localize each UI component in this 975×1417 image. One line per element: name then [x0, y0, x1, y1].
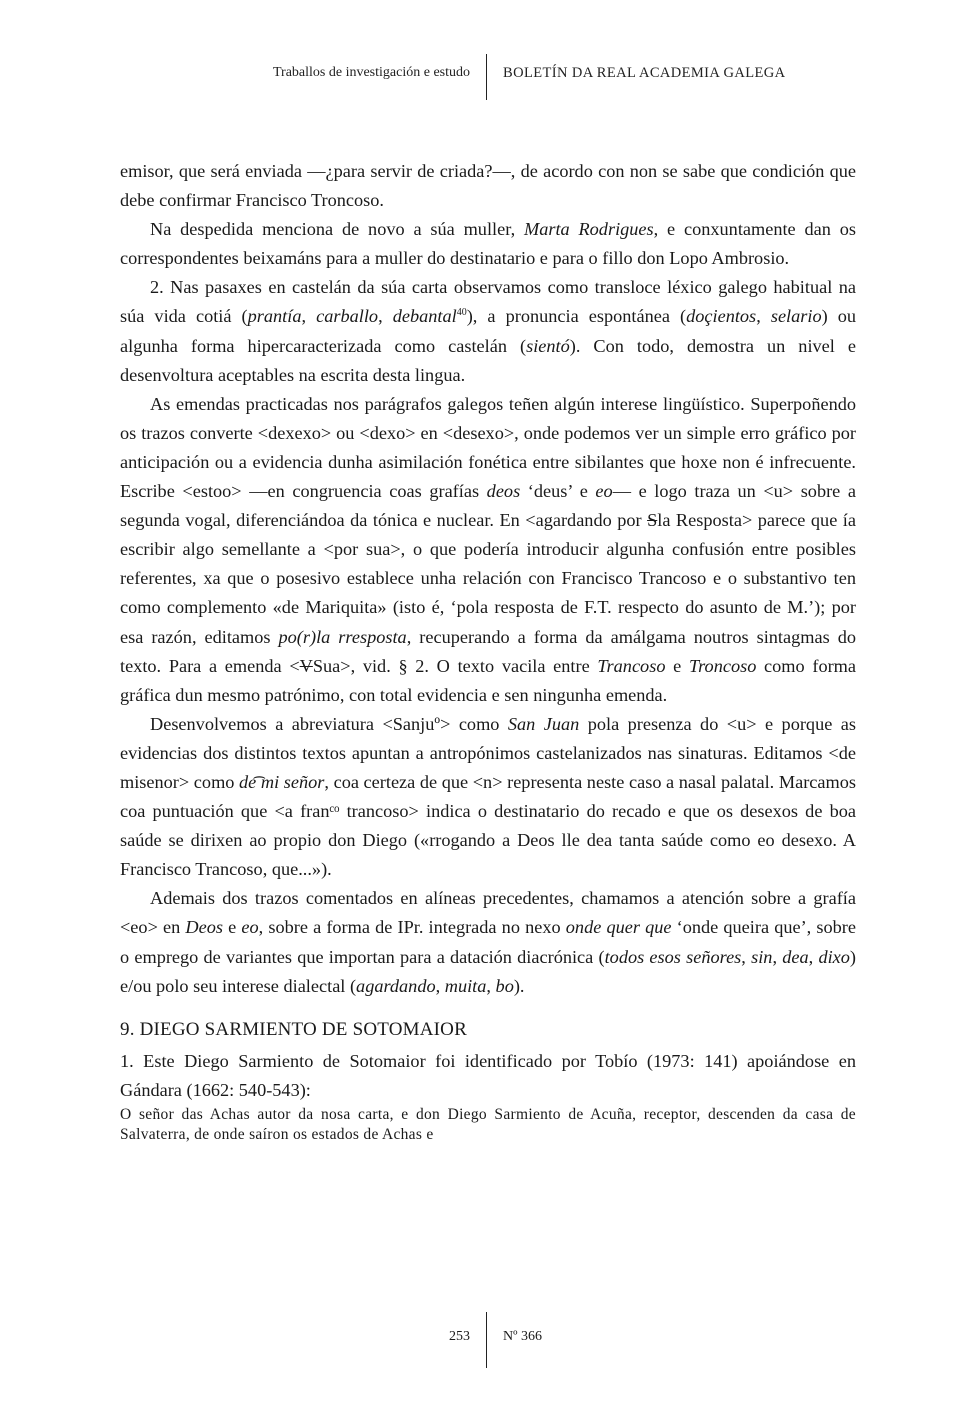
page-number: 253 — [449, 1329, 470, 1344]
paragraph-6: Ademais dos trazos comentados en alíneas precedentes, chamamos a atención sobre a grafía <eo> en Deos e eo, sobre a forma de IPr. integrada no nexo onde quer que ‘onde queira que’, sobre o emprego de variantes que importan para a datación diacrónica (todos esos señores, sin, dea, dixo) e/ou polo seu interese dialectal (agardando, muita, bo). — [120, 888, 857, 996]
issue-number: Nº 366 — [503, 1329, 542, 1344]
struck-letter: V — [299, 655, 313, 676]
section-heading: 9. DIEGO SARMIENTO DE SOTOMAIOR — [120, 1018, 467, 1040]
footnote-ref[interactable]: 40 — [456, 307, 467, 319]
block-quote: O señor das Achas autor da nosa carta, e don Diego Sarmiento de Acuña, receptor, descenden da casa de Salvaterra, de onde saíron os estados de Achas e — [120, 1105, 856, 1143]
paragraph-5: Desenvolvemos a abreviatura <Sanjuº> como San Juan pola presenza do <u> e porque as evidencias dos distintos textos apuntan a antropónimos castelanizados nas sinaturas. Editamos <de misenor> como de͡ mi señor, coa certeza de que <n> representa neste caso a nasal palatal. Marcamos coa puntuación que <a franᶜᵒ trancoso> indica o destinatario do recado e que os desexos de boa saúde se dirixen ao propio don Diego («rrogando a Deos lle dea tanta saúde como eo desexo. A Francisco Trancoso, que...»). — [120, 713, 856, 880]
paragraph-2: Na despedida menciona de novo a súa muller, Marta Rodrigues, e conxuntamente dan os correspondentes beixamáns para a muller do destinatario e para o fillo don Lopo Ambrosio. — [120, 219, 856, 269]
section-paragraph-1: 1. Este Diego Sarmiento de Sotomaior foi identificado por Tobío (1973: 141) apoiándose en Gándara (1662: 540-543): — [120, 1050, 856, 1100]
header-journal-title: BOLETÍN DA REAL ACADEMIA GALEGA — [503, 65, 786, 81]
running-header — [0, 50, 975, 100]
paragraph-1: emisor, que será enviada —¿para servir de criada?—, de acordo con non se sabe que condición que debe confirmar Francisco Troncoso. — [120, 161, 856, 211]
footer-divider — [486, 1312, 487, 1368]
paragraph-3: 2. Nas pasaxes en castelán da súa carta observamos como transloce léxico galego habitual na súa vida cotiá (prantía, carballo, debantal$^{40}$), a pronuncia espontánea (doçientos, selario) ou algunha forma hipercaracterizada como castelán (sientó). Con todo, demostra un nivel e desenvoltura aceptables na escrita desta lingua. — [120, 277, 857, 385]
page-footer — [0, 1312, 975, 1368]
header-divider — [486, 54, 487, 100]
struck-letter: S — [647, 510, 658, 531]
header-section-title: Traballos de investigación e estudo — [272, 65, 470, 80]
paragraph-4: As emendas practicadas nos parágrafos galegos teñen algún interese lingüístico. Superpoñendo os trazos converte <dexexo> ou <dexo> en <desexo>, onde podemos ver un simple erro gráfico por anticipación ou a evidencia dunha asimilación fonética entre sibilantes que hoxe non é infrecuente. Escribe <estoo> —en congruencia coas grafías deos ‘deus’ e eo— e logo traza un <u> sobre a segunda vogal, diferenciándoa da tónica e nuclear. En <agardando por Sla Resposta> parece que ía escribir algo semellante a <por sua>, o que podería introducir algunha confusión entre posibles referentes, xa que o posesivo establece unha relación con Francisco Trancoso e o substantivo ten como complemento «de Mariquita» (isto é, ‘pola resposta de F.T. respecto do asunto de M.’); por esa razón, editamos po(r)la rresposta, recuperando a forma da amálgama noutros sintagmas do texto. Para a emenda <VSua>, vid. § 2. O texto vacila entre Trancoso e Troncoso como forma gráfica dun mesmo patrónimo, con total evidencia e sen ningunha emenda. — [120, 393, 857, 705]
page-body — [120, 157, 856, 1145]
